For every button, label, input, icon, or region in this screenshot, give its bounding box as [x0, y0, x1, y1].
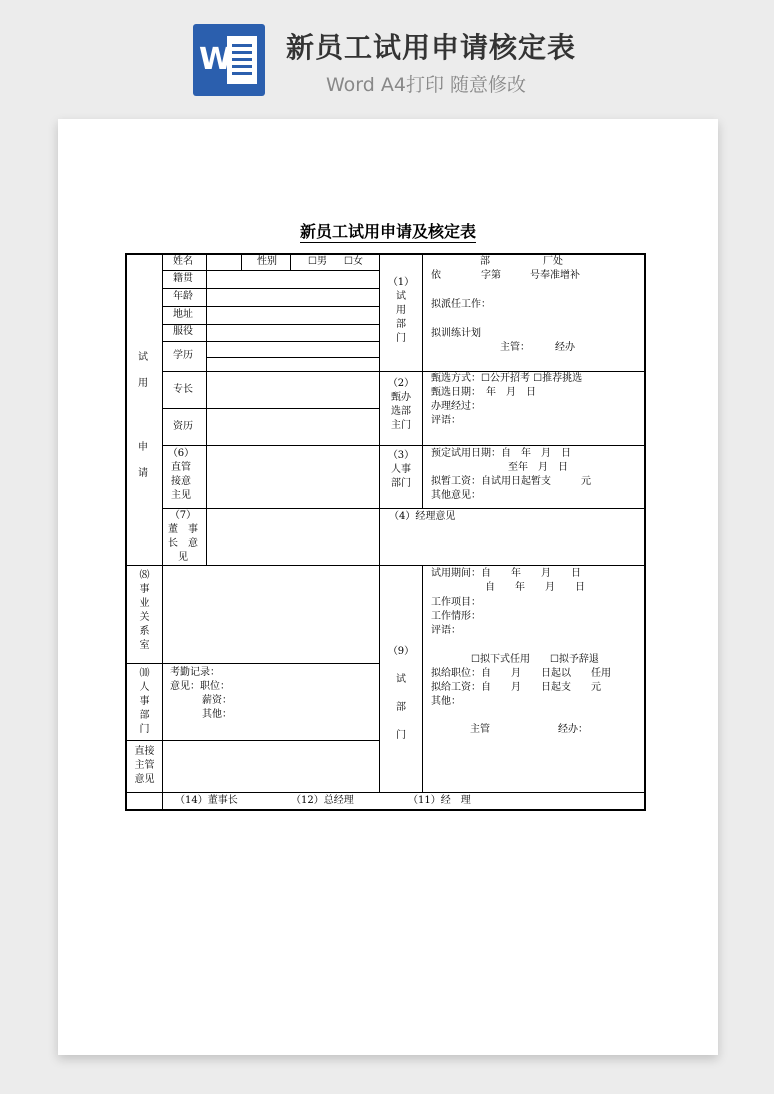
- grid-line: [163, 270, 379, 271]
- address-label: 地址: [173, 309, 193, 320]
- sec10-pay: 薪资：: [202, 695, 232, 706]
- grid-line: [422, 565, 423, 792]
- grid-line: [125, 663, 380, 664]
- header: [0, 0, 774, 110]
- specialty-label: 专长: [173, 384, 193, 395]
- sec1-label: （1） 试 用 部 门: [387, 277, 415, 344]
- sec2-date: 甄选日期： 年 月 日: [431, 387, 536, 398]
- sec10-others: 其他：: [202, 709, 232, 720]
- page-title: 新员工试用申请核定表: [286, 31, 577, 64]
- grid-line: [163, 324, 379, 325]
- sec1-line2c: 号奉准增补: [530, 270, 580, 281]
- word-document-icon: [193, 24, 265, 96]
- sec10-opinion: 意见：职位：: [170, 681, 230, 692]
- side-label: 申: [138, 442, 148, 453]
- sec9-label: （9） 试 部 门: [387, 646, 415, 741]
- grid-line: [163, 445, 646, 446]
- footer-gm: （12）总经理: [291, 795, 354, 806]
- sec2-label: （2） 甄办 选部 主门: [387, 378, 415, 431]
- sec9-comment: 评语：: [431, 625, 461, 636]
- sec9-decision[interactable]: ☐拟下式任用 ☐拟予辞退: [471, 654, 599, 665]
- side-label: 用: [138, 378, 148, 389]
- word-logo-letter: W: [199, 42, 233, 77]
- chairman-label: （7） 董 事 长 意 见: [168, 510, 198, 563]
- document-page: [58, 119, 718, 1055]
- sec2-comment: 评语：: [431, 415, 461, 426]
- sec2-method: 甄选方式：☐公开招考 ☐推荐挑选: [431, 373, 583, 384]
- name-label: 姓名: [173, 256, 193, 267]
- sec9-status: 工作情形：: [431, 611, 481, 622]
- sec9-period1: 试用期间：自 年 月 日: [431, 568, 581, 579]
- form-border: [125, 253, 646, 255]
- sec10-attendance: 考勤记录：: [170, 667, 220, 678]
- sec3-trial-to: 至年 月 日: [508, 462, 568, 473]
- sec3-label: （3） 人事 部门: [387, 450, 415, 489]
- grid-line: [163, 306, 379, 307]
- sec1-line2b: 字第: [481, 270, 501, 281]
- grid-line: [163, 341, 379, 342]
- sec2-process: 办理经过：: [431, 401, 481, 412]
- sec1-work: 拟派任工作：: [431, 299, 491, 310]
- education-label: 学历: [173, 350, 193, 361]
- sec1-line2a: 依: [431, 270, 441, 281]
- side-label: 请: [138, 468, 148, 479]
- grid-line: [241, 253, 242, 271]
- grid-line: [125, 565, 646, 566]
- sec1-factory: 厂处: [543, 256, 563, 267]
- grid-line: [206, 253, 207, 565]
- sec9-items: 工作项目：: [431, 597, 481, 608]
- gender-label: 性别: [257, 256, 277, 267]
- grid-line: [125, 740, 380, 741]
- application-form: [125, 253, 646, 811]
- qualification-label: 资历: [173, 421, 193, 432]
- grid-line: [422, 253, 423, 508]
- sec10-label: ⑽ 人 事 部 门: [139, 668, 150, 735]
- sec9-salary: 拟给工资：自 月 日起支 元: [431, 682, 601, 693]
- sec9-other: 其他：: [431, 696, 461, 707]
- sec3-trial-date: 预定试用日期：自 年 月 日: [431, 448, 571, 459]
- grid-line: [163, 288, 379, 289]
- sec9-period2: 自 年 月 日: [485, 582, 585, 593]
- native-place-label: 籍贯: [173, 273, 193, 284]
- male-checkbox[interactable]: ☐男: [308, 256, 327, 267]
- sec3-other: 其他意见：: [431, 490, 481, 501]
- grid-line: [163, 408, 379, 409]
- sec9-handler: 经办：: [558, 724, 588, 735]
- sec1-dept: 部: [480, 256, 490, 267]
- sec9-supervisor: 主管: [470, 724, 490, 735]
- grid-line: [163, 508, 646, 509]
- page-subtitle: Word A4打印 随意修改: [326, 74, 527, 96]
- grid-line: [125, 792, 646, 793]
- form-border: [644, 253, 646, 811]
- grid-line: [290, 253, 291, 271]
- grid-line: [207, 357, 379, 358]
- supervisor-label: （6） 直管 接意 主见: [167, 448, 195, 501]
- female-checkbox[interactable]: ☐女: [344, 256, 363, 267]
- military-label: 服役: [173, 326, 193, 337]
- sec9-position: 拟给职位：自 月 日起以 任用: [431, 668, 611, 679]
- form-border: [125, 809, 646, 811]
- age-label: 年龄: [173, 291, 193, 302]
- side-label: 试: [138, 352, 148, 363]
- footer-chairman: （14）董事长: [175, 795, 238, 806]
- footer-manager: （11）经 理: [408, 795, 471, 806]
- sec3-salary: 拟暂工资：自试用日起暂支 元: [431, 476, 591, 487]
- document-title: 新员工试用申请及核定表: [299, 222, 476, 241]
- sec8-label: ⑻ 事 业 关 系 室: [139, 570, 150, 651]
- sec1-sign: 主管： 经办: [500, 342, 575, 353]
- sec4-label: （4）经理意见: [389, 511, 456, 522]
- direct-supervisor-label: 直接 主管 意见: [134, 746, 155, 785]
- sec1-train: 拟训练计划: [431, 328, 481, 339]
